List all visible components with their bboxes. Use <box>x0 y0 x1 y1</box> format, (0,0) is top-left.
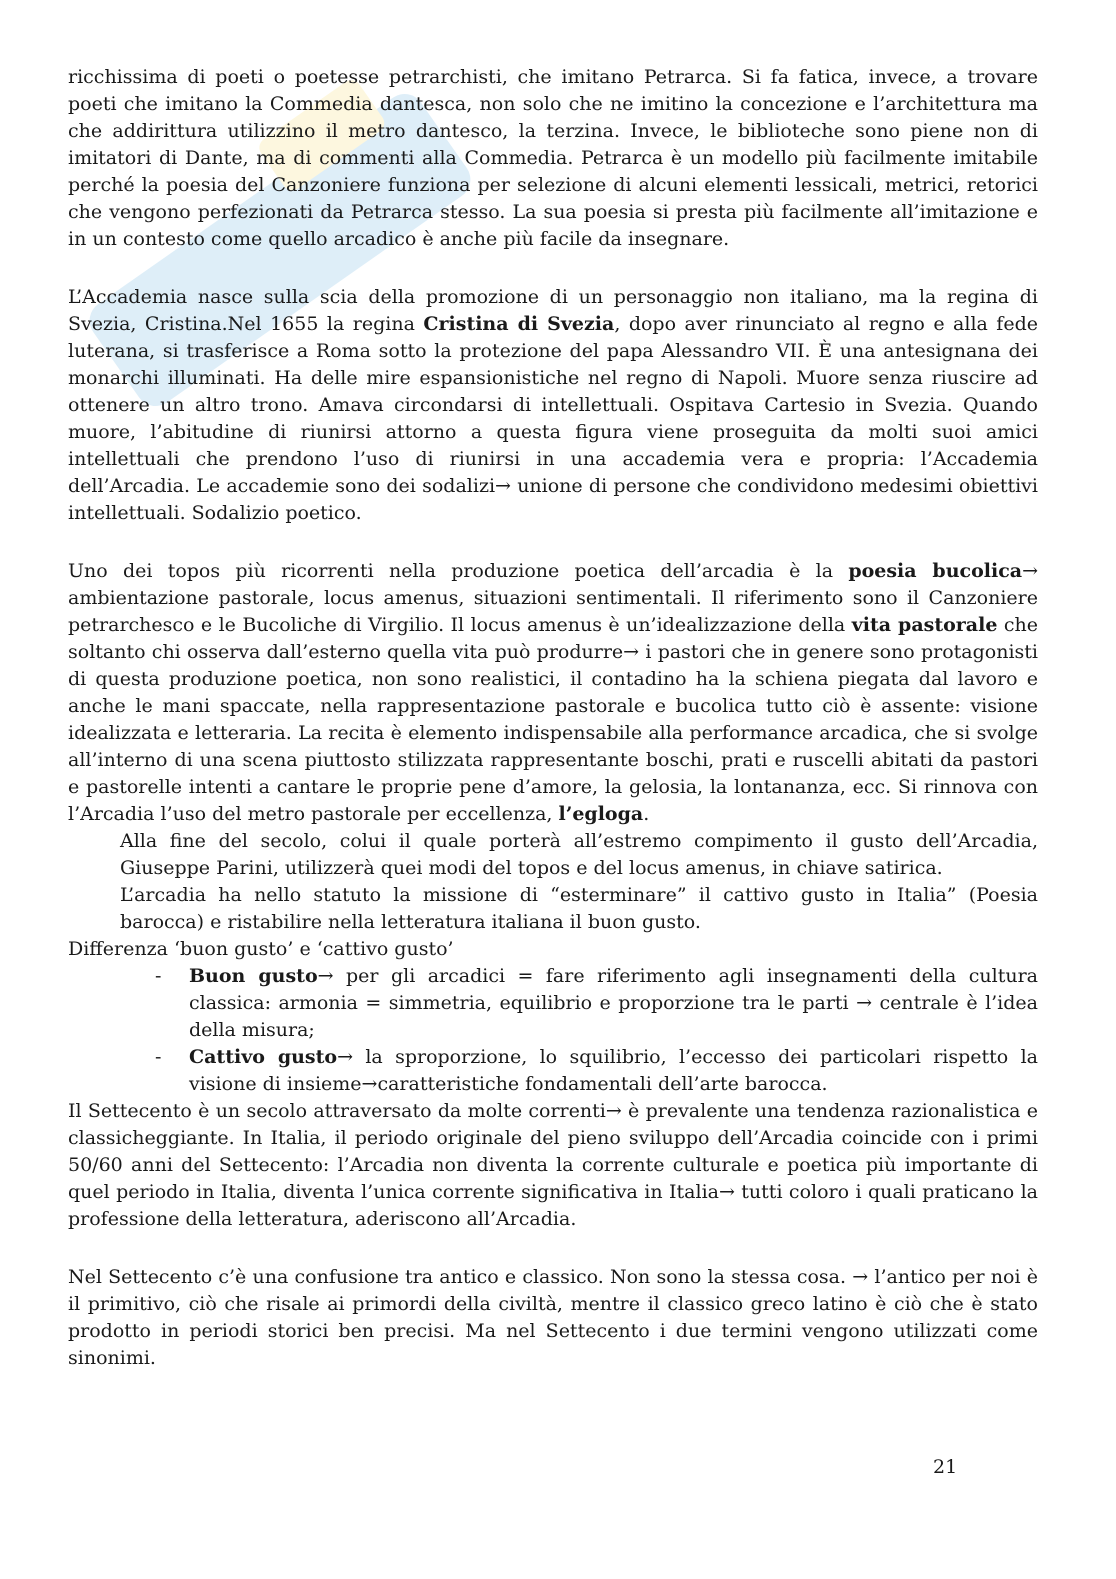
paragraph <box>120 828 1038 882</box>
text-segment: . <box>643 803 650 825</box>
paragraph <box>68 558 1038 828</box>
text-segment: L’arcadia ha nello statuto la missione di “esterminare” il cattivo gusto in Italia” (Poesia barocca) e ristabilire nella letteratura italiana il buon gusto. <box>120 884 1038 933</box>
page-number: 21 <box>933 1456 958 1478</box>
list-item <box>155 1044 1038 1098</box>
bold-term: l’egloga <box>558 803 644 825</box>
text-segment: che soltanto chi osserva dall’esterno quella vita può produrre→ i pastori che in genere sono protagonisti di questa produzione poetica, non sono realistici, il contadino ha la schiena piegata dal lavoro e anche le mani spaccate, nella rappresentazione pastorale e bucolica tutto ciò è assente: visione idealizzata e letteraria. La recita è elemento indispensabile alla performance arcadica, che si svolge all’interno di una scena piuttosto stilizzata rappresentante boschi, prati e ruscelli abitati da pastori e pastorelle intenti a cantare le proprie pene d’amore, la gelosia, la lontananza, ecc. Si rinnova con l’Arcadia l’uso del metro pastorale per eccellenza, <box>68 614 1038 825</box>
text-segment: Nel Settecento c’è una confusione tra antico e classico. Non sono la stessa cosa. → l’antico per noi è il primitivo, ciò che risale ai primordi della civiltà, mentre il classico greco latino è ciò che è stato prodotto in periodi storici ben precisi. Ma nel Settecento i due termini vengono utilizzati come sinonimi. <box>68 1266 1038 1369</box>
list-bullet: - <box>155 965 162 987</box>
text-segment: Alla fine del secolo, colui il quale porterà all’estremo compimento il gusto dell’Arcadia, Giuseppe Parini, utilizzerà quei modi del topos e del locus amenus, in chiave satirica. <box>120 830 1038 879</box>
bold-term: Buon gusto <box>189 965 318 987</box>
paragraph <box>68 936 1038 963</box>
text-segment: Uno dei topos più ricorrenti nella produzione poetica dell’arcadia è la <box>68 560 849 582</box>
text-segment: ricchissima di poeti o poetesse petrarchisti, che imitano Petrarca. Si fa fatica, invece, a trovare poeti che imitano la Commedia dantesca, non solo che ne imitino la concezione e l’architettura ma che addirittura utilizzino il metro dantesco, la terzina. Invece, le biblioteche sono piene non di imitatori di Dante, ma di commenti alla Commedia. Petrarca è un modello più facilmente imitabile perché la poesia del Canzoniere funziona per selezione di alcuni elementi lessicali, metrici, retorici che vengono perfezionati da Petrarca stesso. La sua poesia si presta più facilmente all’imitazione e in un contesto come quello arcadico è anche più facile da insegnare. <box>68 66 1038 250</box>
paragraph <box>68 1098 1038 1233</box>
list-bullet: - <box>155 1046 162 1068</box>
text-segment: → per gli arcadici = fare riferimento agli insegnamenti della cultura classica: armonia = simmetria, equilibrio e proporzione tra le parti → centrale è l’idea della misura; <box>189 965 1038 1041</box>
paragraph <box>68 64 1038 253</box>
text-segment: L’Accademia nasce sulla scia della promozione di un personaggio non italiano, ma la regina di Svezia, Cristina.Nel 1655 la regina <box>68 286 1038 335</box>
text-segment: Differenza ‘buon gusto’ e ‘cattivo gusto’ <box>68 938 454 960</box>
paragraph <box>68 284 1038 527</box>
text-segment: → ambientazione pastorale, locus amenus, situazioni sentimentali. Il riferimento sono il Canzoniere petrarchesco e le Bucoliche di Virgilio. Il locus amenus è un’idealizzazione della <box>68 560 1038 636</box>
bold-term: Cristina di Svezia <box>423 313 615 335</box>
text-segment: Il Settecento è un secolo attraversato da molte correnti→ è prevalente una tendenza razionalistica e classicheggiante. In Italia, il periodo originale del pieno sviluppo dell’Arcadia coincide con i primi 50/60 anni del Settecento: l’Arcadia non diventa la corrente culturale e poetica più importante di quel periodo in Italia, diventa l’unica corrente significativa in Italia→ tutti coloro i quali praticano la professione della letteratura, aderiscono all’Arcadia. <box>68 1100 1038 1230</box>
paragraph <box>120 882 1038 936</box>
bold-term: vita pastorale <box>851 614 998 636</box>
bold-term: Cattivo gusto <box>189 1046 338 1068</box>
bold-term: poesia bucolica <box>848 560 1023 582</box>
paragraph <box>68 1264 1038 1372</box>
document-page <box>68 64 1038 1372</box>
text-segment: , dopo aver rinunciato al regno e alla fede luterana, si trasferisce a Roma sotto la protezione del papa Alessandro VII. È una antesignana dei monarchi illuminati. Ha delle mire espansionistiche nel regno di Napoli. Muore senza riuscire ad ottenere un altro trono. Amava circondarsi di intellettuali. Ospitava Cartesio in Svezia. Quando muore, l’abitudine di riunirsi attorno a questa figura viene proseguita da molti suoi amici intellettuali che prendono l’uso di riunirsi in una accademia vera e propria: l’Accademia dell’Arcadia. Le accademie sono dei sodalizi→ unione di persone che condividono medesimi obiettivi intellettuali. Sodalizio poetico. <box>68 313 1038 524</box>
text-segment: → la sproporzione, lo squilibrio, l’eccesso dei particolari rispetto la visione di insieme→caratteristiche fondamentali dell’arte barocca. <box>189 1046 1038 1095</box>
list-item <box>155 963 1038 1044</box>
